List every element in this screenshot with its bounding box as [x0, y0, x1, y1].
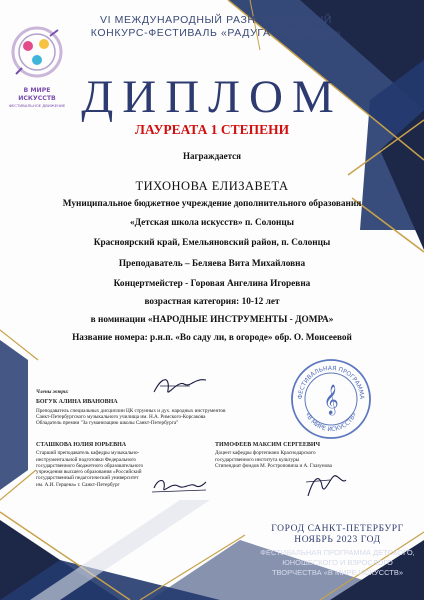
- age-category-line: возрастная категория: 10-12 лет: [144, 297, 280, 307]
- jury-member-2-line: государственного бюджетного образовательного: [36, 462, 144, 469]
- piece-line: Название номера: р.н.п. «Во саду ли, в огороде» обр. О. Моисеевой: [72, 333, 352, 343]
- accompanist-line: Концертмейстер - Горовая Ангелина Игоревна: [113, 279, 311, 289]
- signature-3: [300, 470, 350, 502]
- footer-line-2: ЮНОШЕСКОГО И ВЗРОСЛОГО: [282, 558, 393, 567]
- stamp-bottom-text: «В МИРЕ ИСКУССТВ»: [303, 411, 359, 434]
- jury-member-3-line: государственного института культуры: [215, 456, 300, 463]
- diploma-title: ДИПЛОМ: [81, 71, 343, 123]
- jury-member-2-line: Старший преподаватель кафедры музыкально-: [36, 450, 140, 457]
- jury-member-3-line: Доцент кафедры фортепиано Краснодарского: [215, 450, 316, 457]
- footer-city: ГОРОД САНКТ-ПЕТЕРБУРГ: [271, 524, 404, 534]
- footer-line-1: ФЕСТИВАЛЬНАЯ ПРОГРАММА ДЕТСКОГО,: [260, 548, 415, 557]
- signature-1: [150, 372, 210, 400]
- header-line-1: VI МЕЖДУНАРОДНЫЙ РАЗНОЖАНРОВЫЙ: [99, 14, 333, 26]
- jury-member-2-line: государственный педагогический университет: [36, 475, 139, 482]
- diploma-subtitle: ЛАУРЕАТА 1 СТЕПЕНИ: [134, 122, 290, 137]
- recipient-name: ТИХОНОВА ЕЛИЗАВЕТА: [135, 179, 289, 193]
- header-line-2: КОНКУРС-ФЕСТИВАЛЬ «РАДУГА ТАЛАНТОВ»: [90, 27, 342, 39]
- footer: [255, 524, 420, 578]
- treble-clef-icon: 𝄞: [323, 385, 339, 415]
- jury-member-1-line: Обладатель премии "За гуманизацию школы Санкт-Петербурга": [36, 420, 179, 427]
- jury-member-1-line: Преподаватель специальных дисциплин ЦК струнных и дух. народных инструментов: [36, 407, 226, 414]
- logo-name: В МИРЕ ИСКУССТВ: [18, 87, 56, 102]
- region-line: Красноярский край, Емельяновский район, п. Солонцы: [93, 238, 331, 248]
- footer-line-3: ТВОРЧЕСТВА «В МИРЕ ИСКУССТВ»: [271, 568, 404, 577]
- signature-2: [148, 472, 210, 498]
- jury-member-2-name: СТАШКОВА ЮЛИЯ ЮРЬЕВНА: [36, 442, 127, 448]
- logo-tagline: ФЕСТИВАЛЬНОЕ ДВИЖЕНИЕ: [8, 103, 66, 108]
- school-line: «Детская школа искусств» п. Солонцы: [129, 218, 295, 228]
- festival-stamp: [290, 358, 372, 440]
- jury-member-2-line: им. А.И. Герцена» г. Санкт-Петербург: [36, 481, 120, 488]
- jury-member-3-name: ТИМОФЕЕВ МАКСИМ СЕРГЕЕВИЧ: [215, 442, 320, 448]
- festival-header: [66, 14, 366, 40]
- jury-member-2-line: учреждения высшего образования «Российский: [36, 469, 142, 476]
- jury-member-1-name: БОГУК АЛИНА ИВАНОВНА: [36, 399, 118, 406]
- footer-date: НОЯБРЬ 2023 ГОД: [294, 535, 381, 545]
- jury-member-2-line: инструментальной подготовки Федерального: [36, 456, 137, 463]
- stamp-top-text: ФЕСТИВАЛЬНАЯ ПРОГРАММА: [296, 364, 366, 400]
- teacher-line: Преподаватель – Беляева Вита Михайловна: [118, 259, 306, 269]
- jury-member-3-line: Стипендиат фондов М. Ростроповича и А. Глазунова: [215, 462, 332, 469]
- jury-member-3: [215, 442, 385, 469]
- awarded-label: Награждается: [182, 151, 242, 161]
- institution-line: Муниципальное бюджетное учреждение дополнительного образования: [62, 199, 362, 209]
- jury-heading: Члены жюри:: [36, 389, 69, 395]
- jury-member-1-line: Санкт-Петербургского музыкального училища им. Н.А. Римского-Корсакова: [36, 413, 206, 420]
- nomination-line: в номинации «НАРОДНЫЕ ИНСТРУМЕНТЫ - ДОМРА»: [90, 315, 334, 325]
